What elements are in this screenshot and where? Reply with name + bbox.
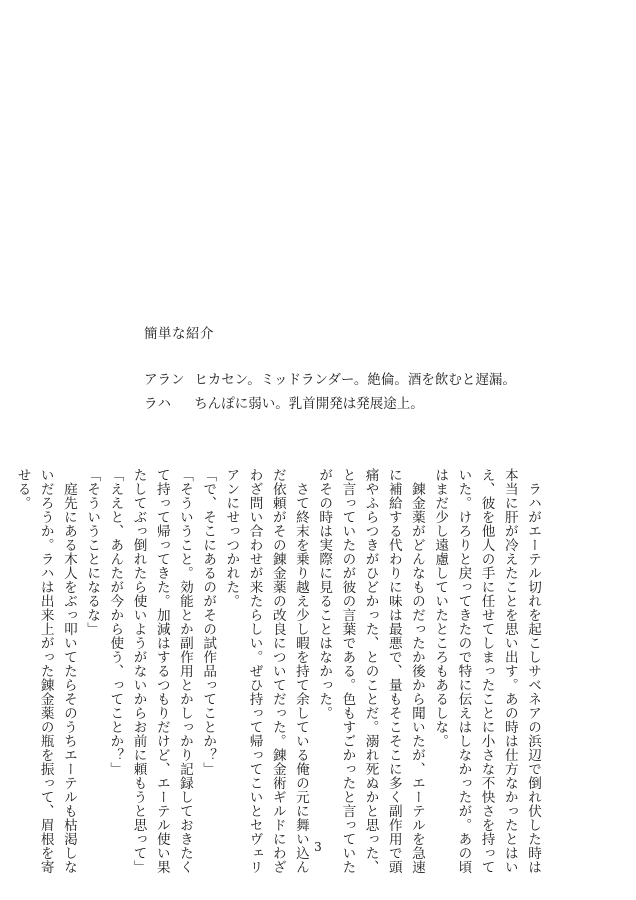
- body-line: はまだ少し遠慮していたところもあるしな。: [432, 468, 449, 748]
- body-line: アンにせっつかれた。: [223, 468, 240, 608]
- character-name: ラハ: [144, 396, 171, 412]
- character-entry-alan: [144, 368, 516, 388]
- body-line: 錬金薬がどんなものだったか後から聞いたが、エーテルを急速: [408, 468, 425, 874]
- body-line: たしてぶっ倒れたら使いようがないからお前に頼もうと思って」: [130, 468, 147, 874]
- body-line: に補給する代わりに味は最悪で、量もそこそこに多く副作用で頭: [385, 468, 402, 874]
- vertical-body-text: [10, 468, 544, 874]
- body-line: て持って帰ってきた。加減はするつもりだけど、エーテル使い果: [153, 468, 170, 874]
- body-line: いだろうか。ラハは出来上がった錬金薬の瓶を振って、眉根を寄: [37, 468, 54, 874]
- body-line: 「そういうことになるな」: [84, 468, 101, 636]
- body-line: ラハがエーテル切れを起こしサベネアの浜辺で倒れ伏した時は: [525, 468, 541, 874]
- intro-heading: 簡単な紹介: [144, 326, 214, 342]
- body-line: だ依頼がその錬金薬の改良についてだった。錬金術ギルドにわざ: [269, 468, 286, 874]
- body-line: 痛やふらつきがひどかった、とのことだ。溺れ死ぬかと思った、: [362, 468, 379, 874]
- body-line: 「で、そこにあるのがその試作品ってことか？」: [200, 468, 217, 776]
- body-line: と言っていたのが彼の言葉である。色もすごかったと言っていた: [339, 468, 356, 874]
- character-name: アラン: [144, 372, 185, 388]
- body-line: せる。: [14, 468, 31, 510]
- character-description: ヒカセン。ミッドランダー。絶倫。酒を飲むと遅漏。: [194, 372, 516, 388]
- body-line: 「そういうこと。効能とか副作用とかしっかり記録しておきたく: [176, 468, 193, 874]
- page-number: 3: [314, 840, 322, 854]
- body-line: さて終末を乗り越え少し暇を持て余している俺の元に舞い込ん: [292, 468, 309, 874]
- body-line: 「ええと、あんたが今から使う、ってことか？」: [107, 468, 124, 776]
- body-line: わざ問い合わせが来たらしい。ぜひ持って帰ってこいとセヴェリ: [246, 468, 263, 874]
- body-line: いた。けろりと戻ってきたので特に伝えはしなかったが。あの頃: [455, 468, 472, 874]
- body-line: がその時は実際に見ることはなかった。: [316, 468, 333, 720]
- body-line: 庭先にある木人をぶっ叩いてたらそのうちエーテルも枯渇しな: [60, 468, 77, 874]
- body-line: え、彼を他人の手に任せてしまったことに小さな不快さを持って: [478, 468, 495, 874]
- body-line: 本当に肝が冷えたことを思い出す。あの時は仕方なかったとはい: [501, 468, 518, 874]
- character-entry-raha: [144, 392, 424, 412]
- character-description: ちんぽに弱い。乳首開発は発展途上。: [194, 396, 424, 412]
